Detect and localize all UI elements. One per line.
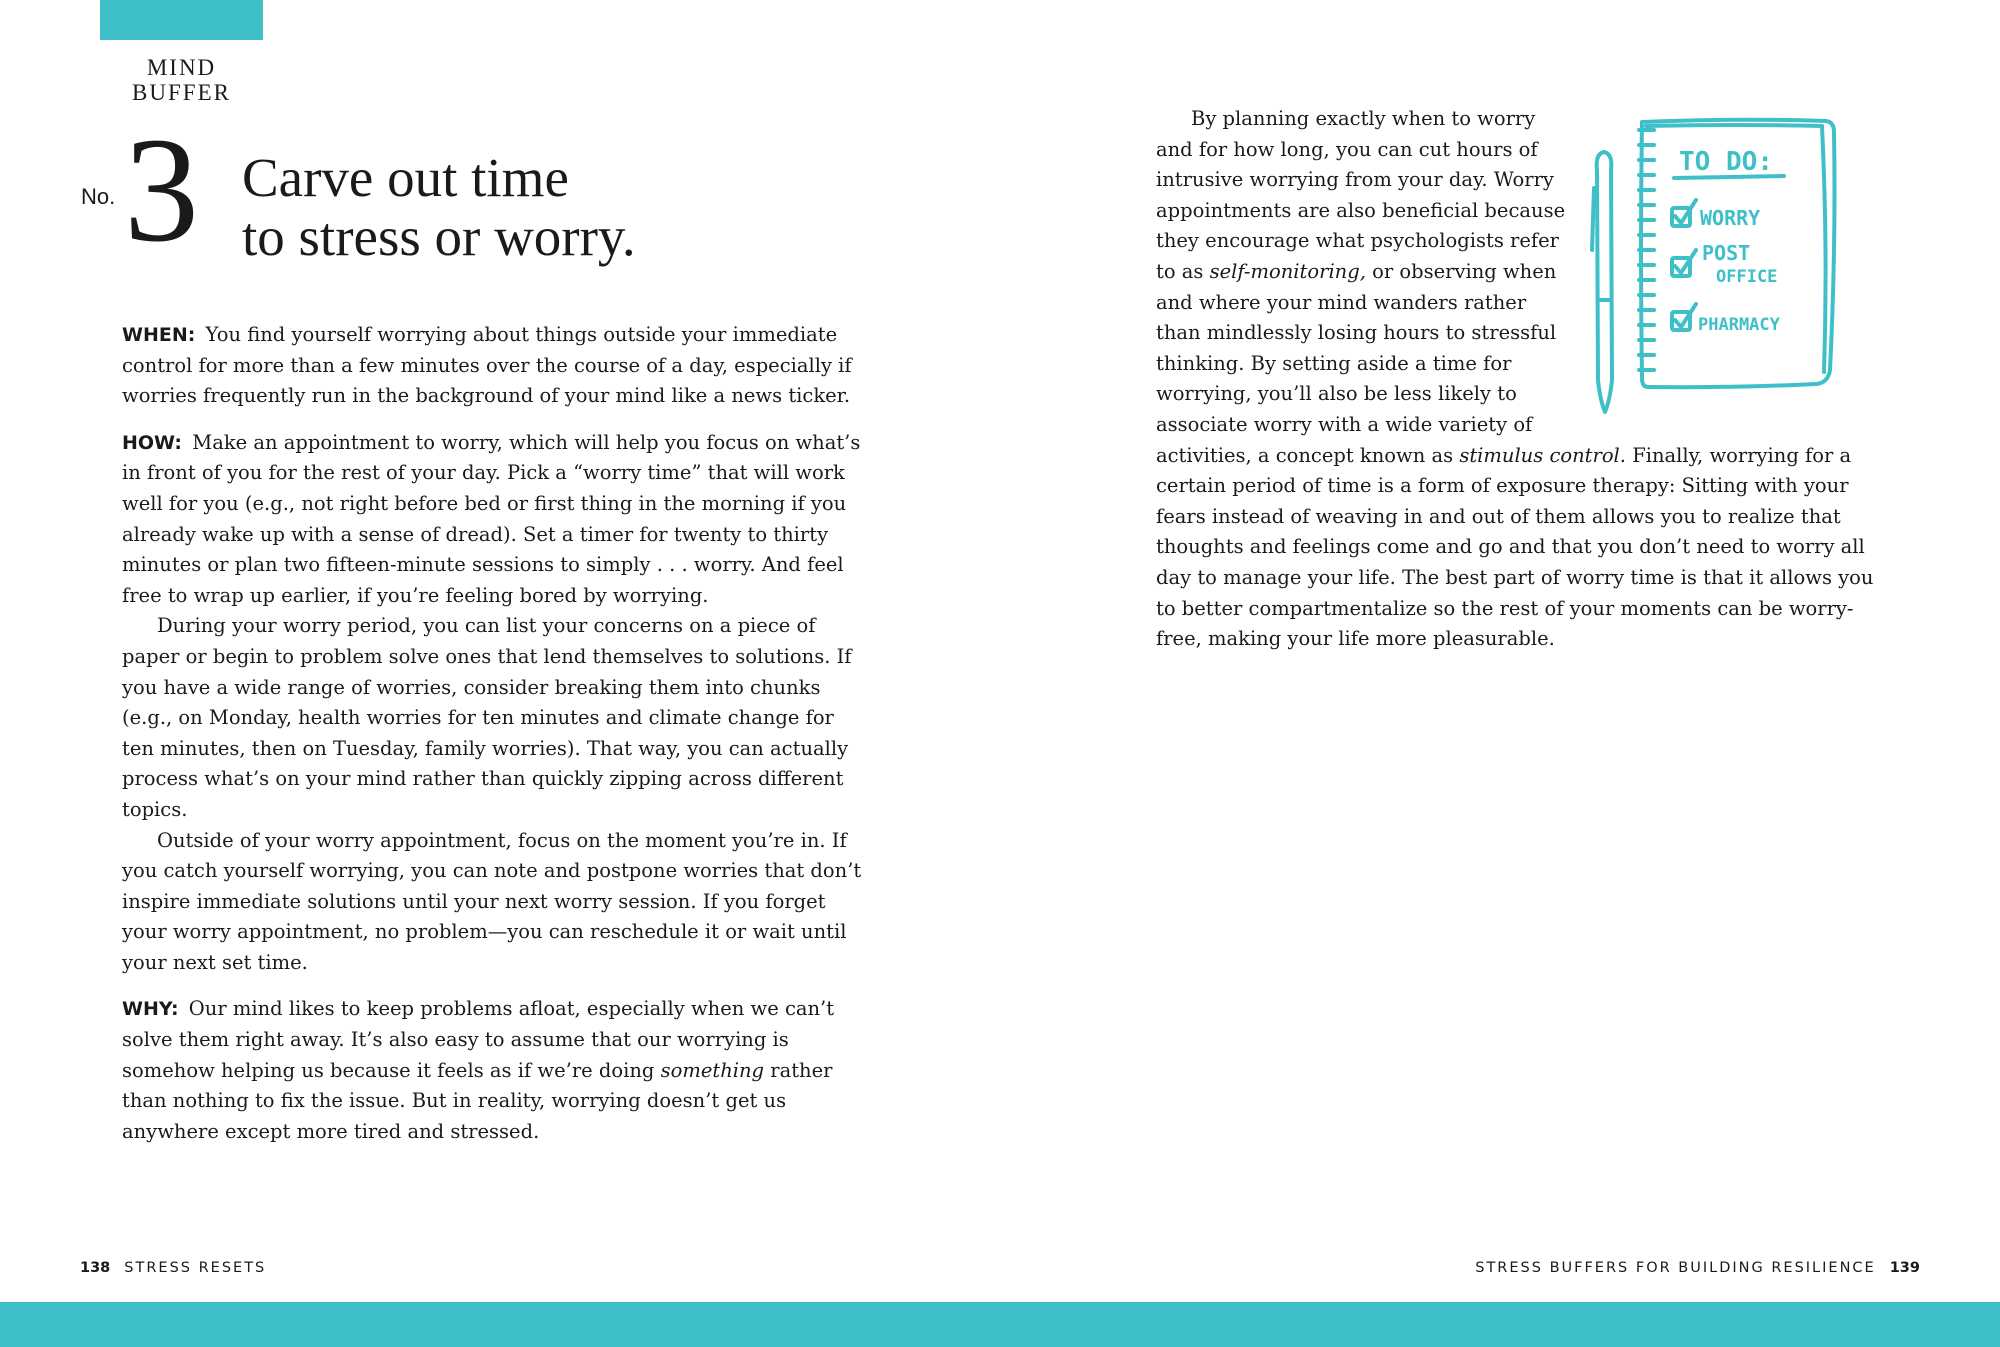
- why-italic: something: [660, 1058, 765, 1082]
- right-text-b: or observing when and where your mind wanders rather than mindlessly losing hours to stressful thinking. By setting aside a time for worrying, you’ll also be less likely to associate worry with a wide variety of activities, a concept known as: [1156, 259, 1557, 467]
- right-column: [1156, 104, 1896, 655]
- todo-list-illustration: [1584, 100, 1896, 440]
- running-title-left: STRESS RESETS: [124, 1260, 267, 1276]
- right-text-c: Finally, worrying for a certain period of time is a form of exposure therapy: Sitting with your fears instead of weaving in and out of them allows you to realize that thoughts and feelings come and go and that you don’t need to worry all day to manage your life. The best part of worry time is that it allows you to better compartmentalize so the rest of your moments can be worry-free, making your life more pleasurable.: [1156, 443, 1874, 651]
- why-label: WHY:: [122, 998, 179, 1021]
- how-paragraph-3: Outside of your worry appointment, focus on the moment you’re in. If you catch yourself worrying, you can note and postpone worries that don’t inspire immediate solutions until your next worry session. If you forget your worry appointment, no problem—you can reschedule it or wait until your next set time.: [122, 828, 862, 974]
- left-column: [122, 320, 862, 1147]
- when-paragraph: [122, 320, 862, 412]
- running-title-right: STRESS BUFFERS FOR BUILDING RESILIENCE: [1475, 1260, 1876, 1276]
- why-text-b: rather than nothing to fix the issue. But in reality, worrying doesn’t get us anywhere except more tired and stressed.: [122, 1058, 833, 1143]
- right-text-a: By planning exactly when to worry and for how long, you can cut hours of intrusive worrying from your day. Worry appointments are also beneficial because they encourage what psychologists refer to as: [1156, 107, 1566, 283]
- how-paragraph: [122, 428, 862, 612]
- todo-item-pharmacy: PHARMACY: [1698, 315, 1780, 335]
- todo-heading: TO DO:: [1679, 147, 1773, 177]
- when-label: WHEN:: [122, 324, 196, 346]
- todo-item-worry: WORRY: [1700, 206, 1761, 230]
- number-prefix: No.: [81, 184, 116, 209]
- right-italic-1: self-monitoring,: [1209, 259, 1366, 283]
- how-label: HOW:: [122, 431, 183, 454]
- title-line2: to stress or worry.: [242, 206, 636, 267]
- page-title: [242, 148, 636, 266]
- section-label-line1: MIND: [146, 55, 217, 80]
- right-italic-2: stimulus control.: [1459, 443, 1626, 467]
- title-line1: Carve out time: [242, 147, 569, 208]
- tip-number: 3: [124, 107, 199, 273]
- why-paragraph: [122, 994, 862, 1147]
- page-number-right: 139: [1889, 1260, 1920, 1276]
- when-text: You find yourself worrying about things outside your immediate control for more than a few minutes over the course of a day, especially if worries frequently run in the background of your mind like a news ticker.: [122, 323, 852, 408]
- section-label: [100, 55, 263, 105]
- section-label-line2: BUFFER: [132, 80, 231, 105]
- pen-icon: [1592, 152, 1612, 412]
- todo-item-office: OFFICE: [1716, 267, 1778, 287]
- top-accent-tab: [100, 0, 263, 40]
- how-text: Make an appointment to worry, which will help you focus on what’s in front of you for the rest of your day. Pick a “worry time” that will work well for you (e.g., not right before bed or first thing in the morning if you already wake up with a sense of dread). Set a timer for twenty to thirty minutes or plan two fifteen-minute sessions to simply . . . worry. And feel free to wrap up earlier, if you’re feeling bored by worrying.: [122, 430, 861, 607]
- page-number-left: 138: [80, 1260, 111, 1276]
- bottom-accent-bar: [0, 1302, 2000, 1347]
- footer-right: [1475, 1260, 1920, 1276]
- how-paragraph-2: During your worry period, you can list your concerns on a piece of paper or begin to problem solve ones that lend themselves to solutions. If you have a wide range of worries, consider breaking them into chunks (e.g., on Monday, health worries for ten minutes and climate change for ten minutes, then on Tuesday, family worries). That way, you can actually process what’s on your mind rather than quickly zipping across different topics.: [122, 614, 852, 821]
- why-text-a: Our mind likes to keep problems afloat, especially when we can’t solve them right away. It’s also easy to assume that our worrying is somehow helping us because it feels as if we’re doing: [122, 997, 835, 1082]
- footer-left: [80, 1260, 266, 1276]
- todo-item-post: POST: [1702, 241, 1751, 265]
